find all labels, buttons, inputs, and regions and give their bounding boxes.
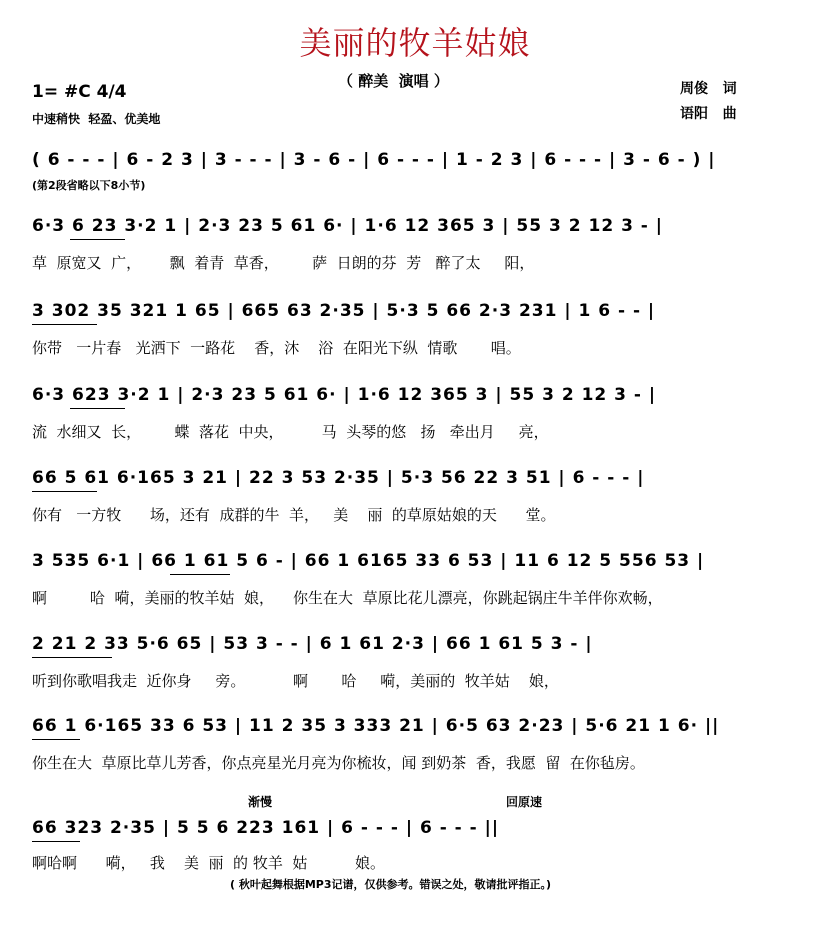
beam-underline xyxy=(32,491,97,492)
composer-credit: 语阳 曲 xyxy=(680,106,737,122)
notation-line-3: 6·3 623 3·2 1 | 2·3 23 5 61 6· | 1·6 12 365 3 | 55 3 2 12 3 - | xyxy=(32,385,657,405)
notation-line-6: 2 21 2 33 5·6 65 | 53 3 - - | 6 1 61 2·3 | 66 1 61 5 3 - | xyxy=(32,634,593,654)
notation-line-2: 3 302 35 321 1 65 | 665 63 2·35 | 5·3 5 66 2·3 231 | 1 6 - - | xyxy=(32,301,656,321)
notation-line-7: 66 1 6·165 33 6 53 | 11 2 35 3 333 21 | 6·5 63 2·23 | 5·6 21 1 6· || xyxy=(32,716,720,736)
notation-line-8: 66 323 2·35 | 5 5 6 223 161 | 6 - - - | 6 - - - || xyxy=(32,818,500,838)
tempo-marking: 中速稍快 轻盈、优美地 xyxy=(32,112,161,126)
lyricist-credit: 周俊 词 xyxy=(680,81,737,97)
lyric-line-3: 流 水细又 长， 蝶 落花 中央， 马 头琴的悠 扬 牵出月 亮， xyxy=(32,423,549,441)
beam-underline xyxy=(32,324,97,325)
beam-underline xyxy=(32,841,80,842)
beam-underline xyxy=(32,657,112,658)
lyric-line-1: 草 原宽又 广， 飘 着青 草香， 萨 日朗的芬 芳 醉了太 阳， xyxy=(32,254,535,272)
beam-underline xyxy=(70,239,125,240)
repeat-note: (第2段省略以下8小节) xyxy=(32,179,146,192)
lyric-line-5: 啊 哈 嗬，美丽的牧羊姑 娘， 你生在大 草原比花儿漂亮，你跳起锅庄牛羊伴你欢畅， xyxy=(32,589,663,607)
ritardando-mark: 渐慢 xyxy=(248,795,273,809)
beam-underline xyxy=(170,574,230,575)
lyric-line-2: 你带 一片春 光洒下 一路花 香，沐 浴 在阳光下纵 情歌 唱。 xyxy=(32,339,521,357)
beam-underline xyxy=(32,739,80,740)
key-signature: 1= #C 4/4 xyxy=(32,82,127,102)
lyric-line-4: 你有 一方牧 场，还有 成群的牛 羊， 美 丽 的草原姑娘的天 堂。 xyxy=(32,506,556,524)
beam-underline xyxy=(70,408,125,409)
singer-credit: （ 醉美 演唱 ） xyxy=(338,72,449,90)
notation-line-1: 6·3 6 23 3·2 1 | 2·3 23 5 61 6· | 1·6 12 365 3 | 55 3 2 12 3 - | xyxy=(32,216,663,236)
a-tempo-mark: 回原速 xyxy=(506,795,543,809)
notation-line-5: 3 535 6·1 | 66 1 61 5 6 - | 66 1 6165 33 6 53 | 11 6 12 5 556 53 | xyxy=(32,551,705,571)
lyric-line-7: 你生在大 草原比草儿芳香，你点亮星光月亮为你梳妆，闻 到奶茶 香，我愿 留 在你毡房。 xyxy=(32,754,645,772)
notation-line-4: 66 5 61 6·165 3 21 | 22 3 53 2·35 | 5·3 56 22 3 51 | 6 - - - | xyxy=(32,468,645,488)
intro-notation: ( 6 - - - | 6 - 2 3 | 3 - - - | 3 - 6 - | 6 - - - | 1 - 2 3 | 6 - - - | 3 - 6 - ) | xyxy=(32,150,716,170)
lyric-line-8: 啊哈啊 嗬， 我 美 丽 的 牧羊 姑 娘。 xyxy=(32,854,386,872)
footer-note: ( 秋叶起舞根据MP3记谱，仅供参考。错误之处，敬请批评指正。) xyxy=(230,878,552,891)
song-title: 美丽的牧羊姑娘 xyxy=(299,24,531,62)
lyric-line-6: 听到你歌唱我走 近你身 旁。 啊 哈 嗬，美丽的 牧羊姑 娘， xyxy=(32,672,559,690)
